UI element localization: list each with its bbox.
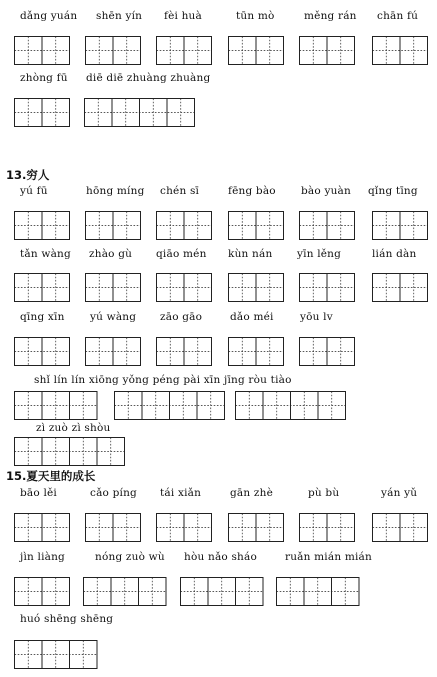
- writing-grid[interactable]: [372, 273, 428, 302]
- writing-grid[interactable]: [14, 211, 70, 240]
- writing-grid[interactable]: [156, 513, 212, 542]
- pinyin-label: dǎo méi: [230, 311, 274, 323]
- pinyin-label: dǎng yuán: [20, 10, 78, 22]
- pinyin-label: tǎn wàng: [20, 248, 71, 260]
- writing-grid[interactable]: [228, 513, 284, 542]
- writing-grid[interactable]: [14, 391, 98, 420]
- writing-grid[interactable]: [156, 337, 212, 366]
- pinyin-label: bào yuàn: [301, 185, 351, 197]
- writing-grid[interactable]: [85, 513, 141, 542]
- writing-grid[interactable]: [156, 36, 212, 65]
- pinyin-label: tūn mò: [236, 10, 275, 22]
- pinyin-label: qiāo mén: [156, 248, 207, 260]
- pinyin-label: hōng míng: [86, 185, 145, 197]
- writing-grid[interactable]: [228, 211, 284, 240]
- pinyin-label: shēn yín: [96, 10, 143, 22]
- writing-grid[interactable]: [372, 513, 428, 542]
- writing-grid[interactable]: [228, 36, 284, 65]
- pinyin-label: yán yǔ: [381, 487, 418, 499]
- writing-grid[interactable]: [180, 577, 264, 606]
- writing-grid[interactable]: [14, 98, 70, 127]
- writing-grid[interactable]: [14, 513, 70, 542]
- pinyin-label: fèi huà: [164, 10, 202, 22]
- writing-grid[interactable]: [372, 36, 428, 65]
- writing-grid[interactable]: [156, 211, 212, 240]
- pinyin-label: nóng zuò wù: [95, 551, 165, 563]
- writing-grid[interactable]: [85, 211, 141, 240]
- writing-grid[interactable]: [14, 577, 70, 606]
- pinyin-label: jìn liàng: [20, 551, 65, 563]
- pinyin-label: tái xiǎn: [160, 487, 202, 499]
- pinyin-label: hòu nǎo sháo: [184, 551, 257, 563]
- writing-grid[interactable]: [114, 391, 225, 420]
- writing-grid[interactable]: [299, 211, 355, 240]
- writing-grid[interactable]: [14, 273, 70, 302]
- pinyin-label: zhòng fū: [20, 72, 68, 84]
- pinyin-label: zhào gù: [89, 248, 133, 260]
- writing-grid[interactable]: [14, 337, 70, 366]
- pinyin-label: gān zhè: [230, 487, 273, 499]
- writing-grid[interactable]: [14, 36, 70, 65]
- pinyin-label: cǎo píng: [90, 487, 137, 499]
- writing-grid[interactable]: [276, 577, 360, 606]
- writing-grid[interactable]: [299, 513, 355, 542]
- writing-grid[interactable]: [14, 640, 98, 669]
- pinyin-label: qīng xīn: [20, 311, 65, 323]
- pinyin-label: qǐng tīng: [368, 185, 418, 197]
- pinyin-label: pù bù: [308, 487, 340, 499]
- writing-grid[interactable]: [83, 577, 167, 606]
- pinyin-label: chén sī: [160, 185, 200, 197]
- pinyin-label: shǐ lín lín xiōng yǒng péng pài xīn jīng ròu tiào: [34, 374, 292, 386]
- writing-grid[interactable]: [228, 337, 284, 366]
- pinyin-label: yú wàng: [90, 311, 137, 323]
- section-title: 15.夏天里的成长: [6, 469, 96, 483]
- writing-grid[interactable]: [299, 337, 355, 366]
- writing-grid[interactable]: [299, 273, 355, 302]
- pinyin-label: kùn nán: [228, 248, 273, 260]
- writing-grid[interactable]: [14, 437, 125, 466]
- section-title: 13.穷人: [6, 168, 50, 182]
- writing-grid[interactable]: [85, 36, 141, 65]
- pinyin-label: zì zuò zì shòu: [36, 422, 111, 434]
- pinyin-label: huó shēng shēng: [20, 613, 114, 625]
- writing-grid[interactable]: [85, 273, 141, 302]
- writing-grid[interactable]: [299, 36, 355, 65]
- writing-grid[interactable]: [228, 273, 284, 302]
- writing-grid[interactable]: [372, 211, 428, 240]
- pinyin-label: yú fū: [20, 185, 48, 197]
- pinyin-label: diē diē zhuàng zhuàng: [86, 72, 211, 84]
- pinyin-label: chān fú: [377, 10, 419, 22]
- writing-grid[interactable]: [156, 273, 212, 302]
- pinyin-label: zāo gāo: [160, 311, 203, 323]
- pinyin-label: ruǎn mián mián: [285, 551, 372, 563]
- pinyin-label: měng rán: [304, 10, 357, 22]
- writing-grid[interactable]: [85, 337, 141, 366]
- writing-grid[interactable]: [235, 391, 346, 420]
- pinyin-label: bāo lěi: [20, 487, 57, 499]
- pinyin-label: fēng bào: [228, 185, 276, 197]
- pinyin-label: yīn lěng: [297, 248, 342, 260]
- pinyin-label: lián dàn: [372, 248, 417, 260]
- pinyin-label: yōu lv: [300, 311, 333, 323]
- writing-grid[interactable]: [84, 98, 195, 127]
